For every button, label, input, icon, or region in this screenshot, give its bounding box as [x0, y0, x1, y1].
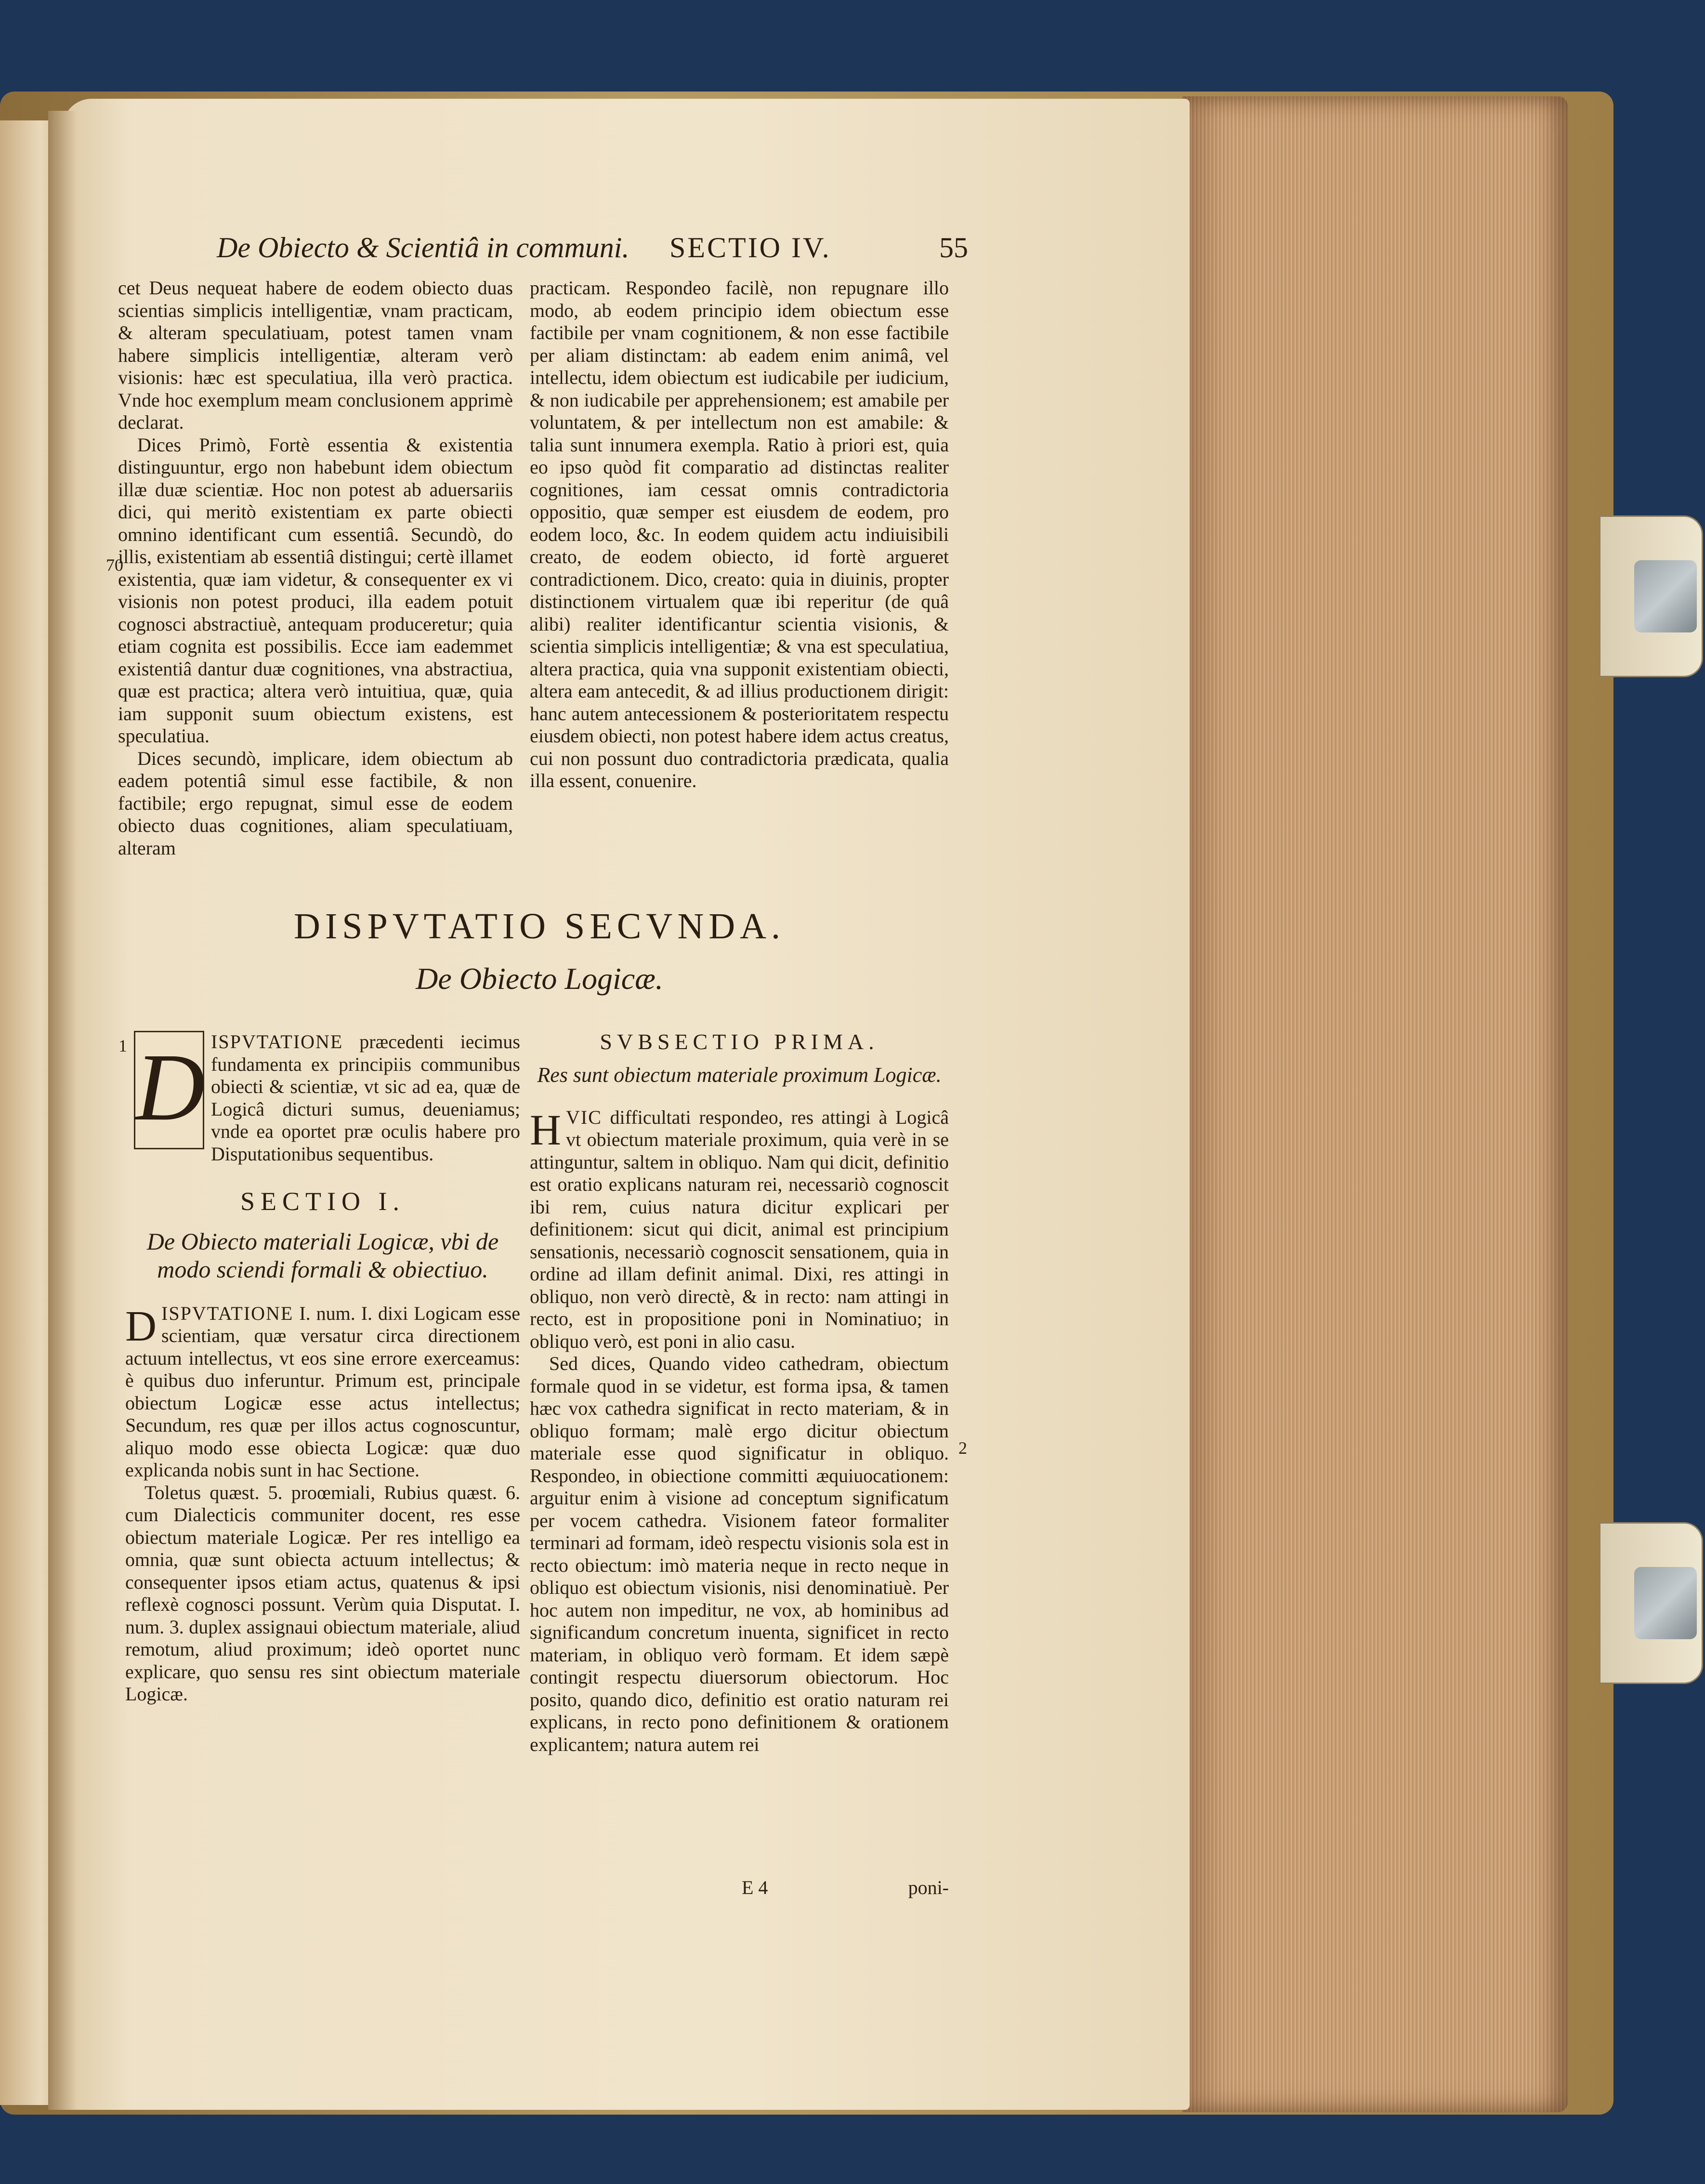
- signature-mark: E 4: [742, 1877, 768, 1898]
- section-heading: SECTIO I.: [240, 1187, 405, 1216]
- paragraph: Dices secundò, implicare, idem obiectum ab eadem potentiâ simul esse factibile, & non factibile; ergo repugnat, simul esse de eodem obiecto duas cognitiones, aliam speculatiuam, alteram: [118, 747, 513, 859]
- margin-number: 2: [958, 1438, 967, 1458]
- paragraph-text: I. num. I. dixi Logicam esse scientiam, quæ versatur circa directionem actuum intellectus, vt eos sine errore exerceamus: è quibus duo inferuntur. Primum est, principale obiectum Logicæ esse actus intellectus; Secundum, res quæ per illos actus cognoscuntur, aliquo modo esse obiecta Logicæ: quæ duo explicanda nobis sunt in hac Sectione.: [125, 1302, 520, 1481]
- paragraph: Toletus quæst. 5. proœmiali, Rubius quæst. 6. cum Dialecticis communiter docent, res esse obiectum materiale Logicæ. Per res intelligo ea omnia, quæ sunt obiecta actuum intellectus; & consequenter ipsos etiam actus, quatenus & ipsi reflexè cognosci possunt. Verùm quia Disputat. I. num. 3. duplex assignaui obiectum materiale, aliud remotum, aliud proximum; ideò oportet nunc explicare, quo sensu res sint obiectum materiale Logicæ.: [125, 1481, 520, 1705]
- drop-cap: H: [530, 1106, 561, 1154]
- running-header: [217, 231, 968, 275]
- intro-paragraph: [125, 1031, 520, 1165]
- margin-number: 1: [118, 1036, 127, 1055]
- page-number: 55: [939, 232, 968, 263]
- disputation-subtitle: De Obiecto Logicæ.: [416, 961, 663, 996]
- running-title: De Obiecto & Scientiâ in communi.: [217, 232, 630, 263]
- column-left-top: [118, 277, 513, 859]
- subsection-title: Res sunt obiectum materiale proximum Logicæ.: [537, 1063, 942, 1087]
- catchword: poni-: [908, 1877, 949, 1898]
- page-edges-fore-edge: [1182, 96, 1568, 2112]
- paragraph-caps: VIC: [566, 1106, 602, 1128]
- margin-number: 70: [106, 555, 123, 575]
- paragraph: Sed dices, Quando video cathedram, obiectum formale quod in se videtur, est forma ipsa, & tamen hæc vox cathedra significat in recto materiam, & in obliquo formam; malè ergo dicitur obiectum materiale esse quod significatur in obliquo. Respondeo, in obiectione committi æquiuocationem: arguitur enim à visione ad conceptum significatum per vocem cathedra. Visionem fateor formaliter terminari ad formam, ideò respectu visionis sola est in recto obiectum: imò materia neque in recto neque in obliquo est obiectum visionis, nisi denominatiuè. Per hoc autem non impeditur, ne vox, ab hominibus ad significandum concretum inuenta, significet in recto materiam, in obliquo verò formam. Et idem sæpè contingit respectu diuersorum obiectorum. Hoc posito, quando dico, definitio est oratio naturam rei explicans, in recto pono definitionem & orationem explicantem; natura autem rei: [530, 1353, 949, 1755]
- column-right-bottom: [530, 1031, 949, 1756]
- clasp-metal-plate: [1634, 1567, 1697, 1639]
- subsection-heading: SVBSECTIO PRIMA.: [600, 1029, 879, 1054]
- paragraph-text: difficultati respondeo, res attingi à Logicâ vt obiectum materiale proximum, quia verè in se attinguntur, saltem in obliquo. Nam qui dicit, definitio est oratio explicans naturam rei, necessariò cognoscit ibi rem, cuius natura dicitur explicari per definitionem: sicut qui dicit, animal est principium sensationis, necessariò cognoscit sensationem, quia in ordine ad illam definit animal. Dixi, res attingi in obliquo, non verò directè, & in recto: nam attingi in recto, est in propositione poni in Nominatiuo; in obliquo verò, est poni in alio casu.: [530, 1106, 949, 1352]
- paragraph: [530, 1106, 949, 1353]
- paragraph-caps: ISPVTATIONE: [161, 1302, 294, 1324]
- clasp-bottom: [1599, 1522, 1703, 1684]
- intro-text: præcedenti iecimus fundamenta ex principiis communibus obiecti & scientiæ, vt sic ad ea, quæ de Logicâ dicturi sumus, deueniamus; vnde ea oportet præ oculis habere pro Disputationibus sequentibus.: [211, 1031, 520, 1165]
- clasp-top: [1599, 515, 1703, 677]
- column-left-bottom: [125, 1031, 520, 1706]
- clasp-metal-plate: [1634, 560, 1697, 632]
- disputation-title: DISPVTATIO SECVNDA.: [294, 906, 785, 947]
- page-gutter: [48, 111, 77, 2110]
- decorated-initial: D: [134, 1031, 204, 1149]
- intro-caps: ISPVTATIONE: [211, 1031, 343, 1053]
- paragraph: [125, 1303, 520, 1482]
- column-right-top: [530, 277, 949, 792]
- section-label: SECTIO IV.: [669, 232, 831, 263]
- paragraph: practicam. Respondeo facilè, non repugnare illo modo, ab eodem principio idem obiectum esse factibile per vnam cognitionem, & non esse factibile per aliam distinctam: ab eadem enim animâ, vel intellectu, idem obiectum est iudicabile per iudicium, & non iudicabile per apprehensionem; est amabile per voluntatem, & per intellectum non est amabile: & talia sunt innumera exempla. Ratio à priori est, quia eo ipso quòd fit comparatio ad distinctas realiter cognitiones, iam cessat omnis contradictoria oppositio, quæ semper est eiusdem de eodem, pro eodem loco, &c. In eodem quidem actu indiuisibili creato, de eodem obiecto, id fortè argueret contradictionem. Dico, creato: quia in diuinis, propter distinctionem virtualem quæ ibi reperitur (de quâ alibi) realiter identificantur scientia visionis, & scientia simplicis intelligentiæ; & vna est speculatiua, altera practica, quia vna supponit existentiam obiecti, altera eam antecedit, & ad illius productionem dirigit: hanc autem antecessionem & posterioritatem respectu eiusdem obiecti, non potest habere idem actus creatus, cui non possunt duo contradictoria prædicata, qualia illa essent, conuenire.: [530, 277, 949, 791]
- drop-cap: D: [125, 1302, 157, 1350]
- section-title: De Obiecto materiali Logicæ, vbi de modo sciendi formali & obiectiuo.: [146, 1227, 499, 1283]
- paragraph: Dices Primò, Fortè essentia & existentia distinguuntur, ergo non habebunt idem obiectum illæ duæ scientiæ. Hoc non potest ab aduersariis dici, qui meritò existentiam ex parte obiecti omnino identificant cum essentiâ. Secundò, do illis, existentiam ab essentiâ distingui; certè illamet existentia, quæ iam videtur, & consequenter ex vi visionis non potest produci, illa eadem potuit cognosci abstractiuè, antequam produceretur; quia etiam cognita est possibilis. Ecce iam eademmet existentiâ dantur duæ cognitiones, vna abstractiua, quæ est practica; altera verò intuitiua, quæ, quia iam supponit suum obiectum existens, est speculatiua.: [118, 434, 513, 747]
- paragraph: cet Deus nequeat habere de eodem obiecto duas scientias simplicis intelligentiæ, vnam practicam, & alteram speculatiuam, potest tamen vnam habere simplicis intelligentiæ, alteram verò visionis: hæc est speculatiua, illa verò practica. Vnde hoc exemplum meam conclusionem apprimè declarat.: [118, 277, 513, 433]
